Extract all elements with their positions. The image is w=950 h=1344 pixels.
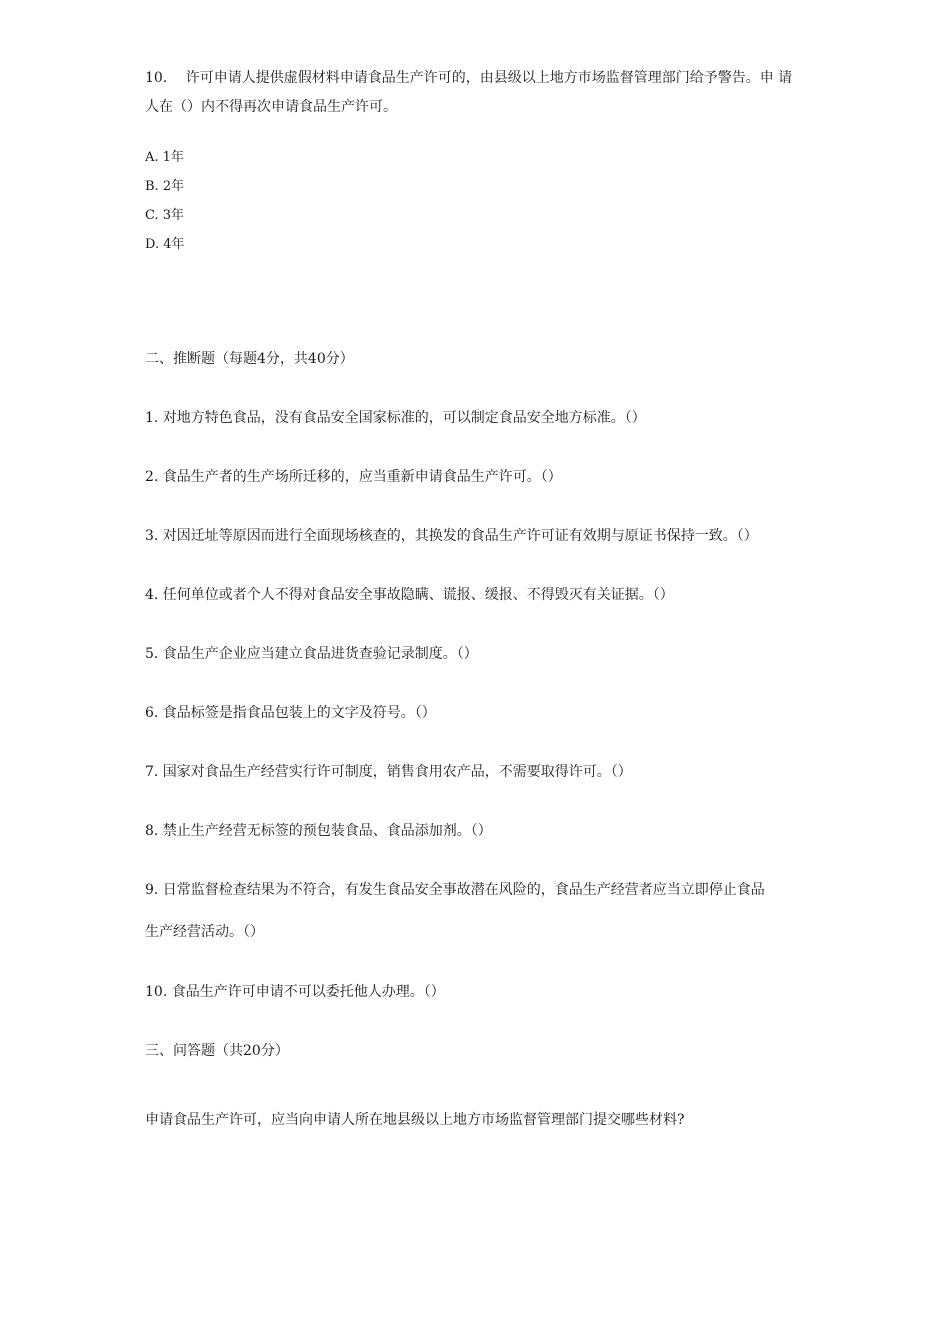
- question-10-text-line1: 10. 许可申请人提供虚假材料申请食品生产许可的，由县级以上地方市场监督管理部门给予警告。申 请: [145, 70, 793, 86]
- section-3-heading: 三、问答题（共20分）: [145, 1043, 289, 1059]
- option-c: C. 3年: [145, 208, 185, 223]
- judgment-item-5: 5. 食品生产企业应当建立食品进货查验记录制度。（）: [145, 646, 478, 662]
- option-d: D. 4年: [145, 237, 185, 252]
- judgment-item-9: 9. 日常监督检查结果为不符合，有发生食品安全事故潜在风险的，食品生产经营者应当立即停止食品: [145, 882, 765, 898]
- judgment-item-8: 8. 禁止生产经营无标签的预包装食品、食品添加剂。（）: [145, 823, 492, 839]
- option-b: B. 2年: [145, 179, 185, 194]
- judgment-item-6: 6. 食品标签是指食品包装上的文字及符号。（）: [145, 705, 436, 721]
- judgment-item-2: 2. 食品生产者的生产场所迁移的，应当重新申请食品生产许可。（）: [145, 469, 562, 485]
- option-a: A. 1年: [145, 150, 184, 165]
- question-10-text-line2: 人在（）内不得再次申请食品生产许可。: [145, 99, 397, 115]
- judgment-item-7: 7. 国家对食品生产经营实行许可制度，销售食用农产品，不需要取得许可。（）: [145, 764, 632, 780]
- judgment-item-1: 1. 对地方特色食品，没有食品安全国家标准的，可以制定食品安全地方标准。（）: [145, 410, 646, 426]
- judgment-item-3: 3. 对因迁址等原因而进行全面现场核查的，其换发的食品生产许可证有效期与原证书保持一致。（）: [145, 528, 758, 544]
- essay-question: 申请食品生产许可，应当向申请人所在地县级以上地方市场监督管理部门提交哪些材料?: [145, 1112, 685, 1128]
- judgment-item-4: 4. 任何单位或者个人不得对食品安全事故隐瞒、谎报、缓报、不得毁灭有关证据。（）: [145, 587, 674, 603]
- section-2-heading: 二、推断题（每题4分，共40分）: [145, 351, 354, 367]
- judgment-item-10: 10. 食品生产许可申请不可以委托他人办理。（）: [145, 984, 445, 1000]
- judgment-item-9-continued: 生产经营活动。（）: [145, 924, 264, 940]
